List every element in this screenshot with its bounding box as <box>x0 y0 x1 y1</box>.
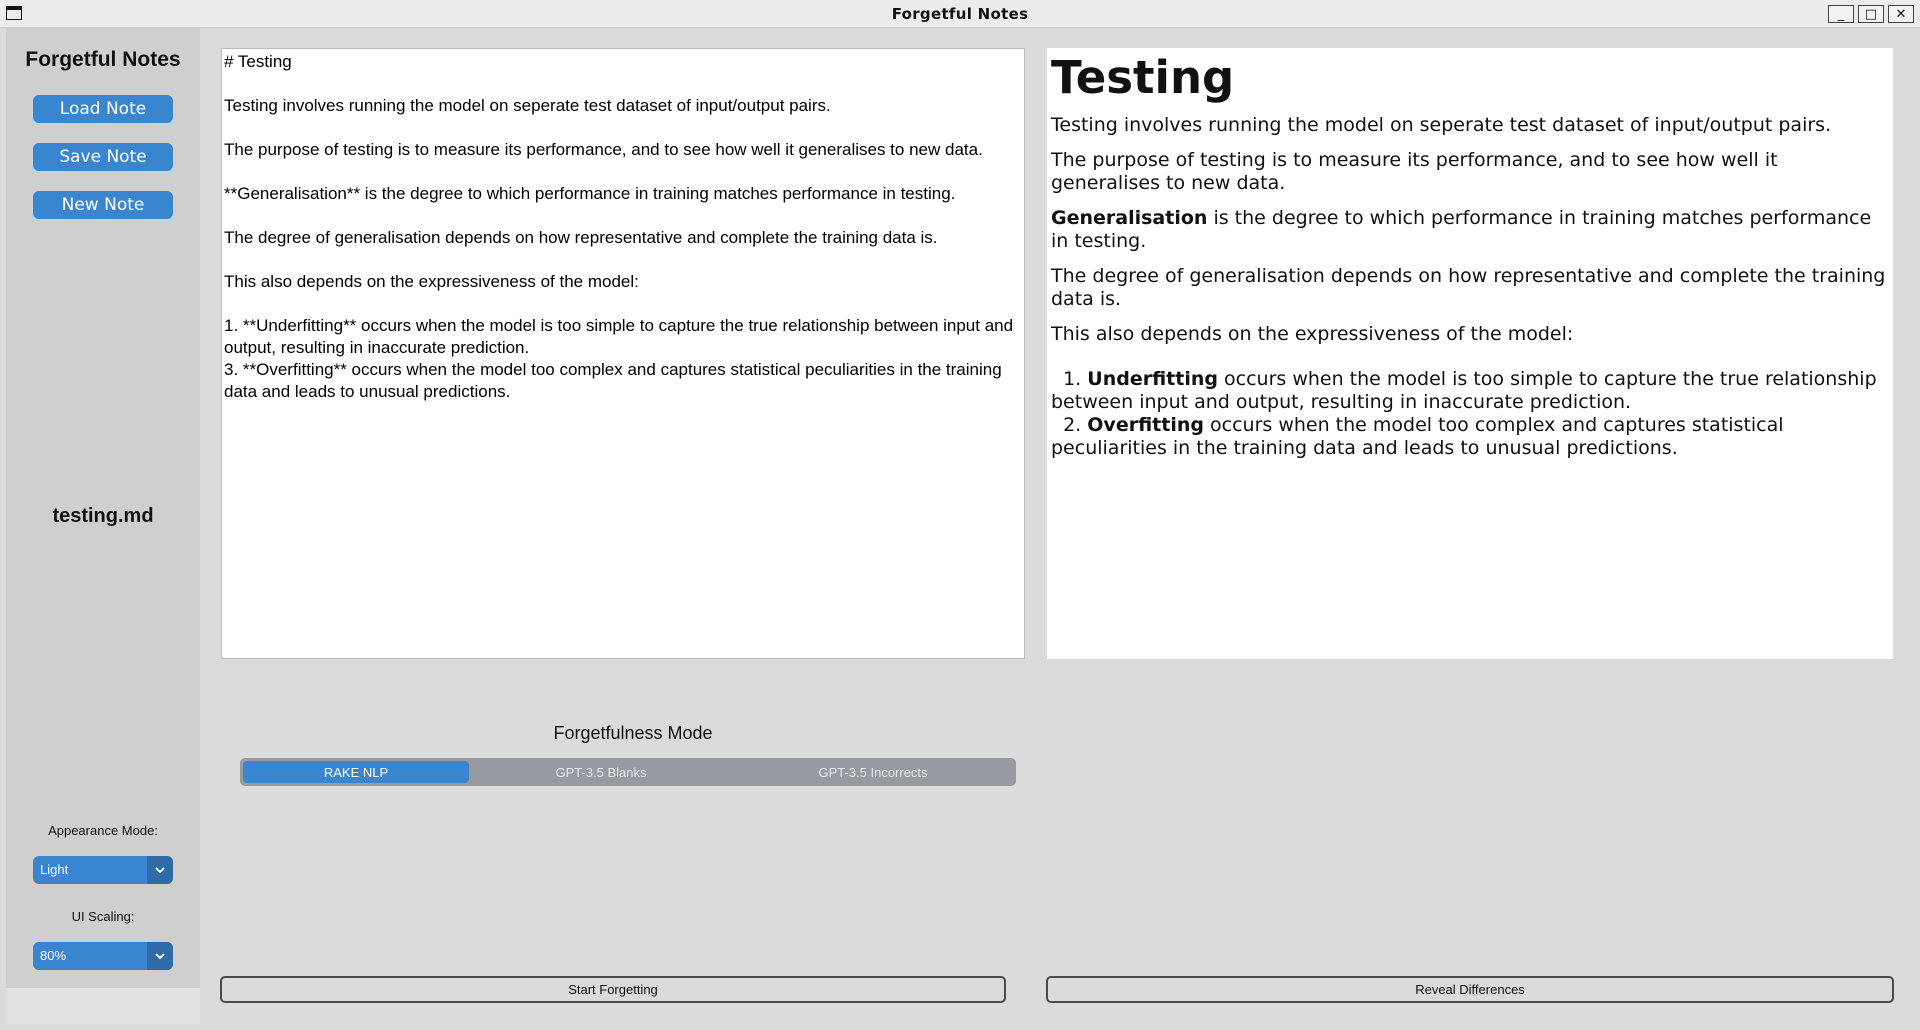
maximize-button[interactable]: □ <box>1858 5 1884 23</box>
preview-bold-term: Generalisation <box>1051 207 1208 229</box>
appearance-mode-value: Light <box>40 862 69 877</box>
ui-scaling-label: UI Scaling: <box>71 909 135 924</box>
editor-line: **Generalisation** is the degree to which performance in training matches performance in testing. <box>224 184 956 203</box>
minimize-button[interactable]: _ <box>1828 5 1854 23</box>
mode-option-gpt-blanks[interactable]: GPT-3.5 Blanks <box>555 764 647 780</box>
window-title: Forgetful Notes <box>891 5 1029 23</box>
mode-option-gpt-incorrects[interactable]: GPT-3.5 Incorrects <box>818 764 928 780</box>
editor-blank-line <box>224 293 1022 315</box>
list-number: 2. <box>1063 414 1082 436</box>
markdown-editor[interactable] <box>221 48 1025 659</box>
preview-paragraph <box>1051 207 1889 253</box>
sidebar <box>6 28 200 988</box>
editor-line: The purpose of testing is to measure its performance, and to see how well it generalises to new data. <box>224 140 983 159</box>
list-number: 1. <box>1063 368 1082 390</box>
appearance-mode-label: Appearance Mode: <box>48 823 158 838</box>
editor-blank-line <box>224 117 1022 139</box>
preview-paragraph: The degree of generalisation depends on how representative and complete the training data is. <box>1051 265 1886 310</box>
list-item <box>1051 368 1889 414</box>
list-item <box>1051 414 1889 460</box>
start-forgetting-button[interactable]: Start Forgetting <box>220 976 1006 1003</box>
forgetfulness-mode-title: Forgetfulness Mode <box>553 723 713 743</box>
chevron-down-icon[interactable] <box>147 856 173 884</box>
preview-heading: Testing <box>1051 51 1235 104</box>
chevron-down-icon[interactable] <box>147 942 173 970</box>
preview-paragraph: This also depends on the expressiveness of the model: <box>1051 323 1574 345</box>
appearance-mode-dropdown[interactable] <box>33 856 173 884</box>
preview-text: is the degree to which performance in training matches performance in testing. <box>1051 207 1872 252</box>
current-filename: testing.md <box>52 505 154 527</box>
ui-scaling-dropdown[interactable] <box>33 942 173 970</box>
editor-blank-line <box>224 205 1022 227</box>
preview-text: occurs when the model too complex and captures statistical peculiarities in the training data and leads to unusual predictions. <box>1051 414 1784 459</box>
app-title: Forgetful Notes <box>25 48 181 71</box>
preview-bold-term: Overfitting <box>1087 414 1204 436</box>
close-button[interactable]: ✕ <box>1888 5 1914 23</box>
editor-blank-line <box>224 73 1022 95</box>
preview-bold-term: Underfitting <box>1087 368 1218 390</box>
preview-paragraph: The purpose of testing is to measure its performance, and to see how well it generalises to new data. <box>1051 149 1778 194</box>
reveal-differences-button[interactable]: Reveal Differences <box>1046 976 1894 1003</box>
editor-line: Testing involves running the model on seperate test dataset of input/output pairs. <box>224 96 831 115</box>
load-note-button[interactable]: Load Note <box>33 95 173 123</box>
save-note-button[interactable]: Save Note <box>33 143 173 171</box>
editor-line: This also depends on the expressiveness of the model: <box>224 272 639 291</box>
ui-scaling-value: 80% <box>40 948 67 963</box>
markdown-preview <box>1047 48 1893 659</box>
new-note-button[interactable]: New Note <box>33 191 173 219</box>
editor-line: The degree of generalisation depends on how representative and complete the training data is. <box>224 228 938 247</box>
editor-line: 3. **Overfitting** occurs when the model too complex and captures statistical peculiarities in the training data and leads to unusual predictions. <box>224 360 1007 401</box>
mode-option-rake-nlp[interactable]: RAKE NLP <box>243 761 469 783</box>
window-titlebar <box>0 0 1920 28</box>
preview-list <box>1051 368 1889 460</box>
editor-blank-line <box>224 249 1022 271</box>
editor-line: 1. **Underfitting** occurs when the model is too simple to capture the true relationship between input and output, resulting in inaccurate prediction. <box>224 316 1018 357</box>
sidebar-footer <box>6 988 200 1024</box>
editor-blank-line <box>224 161 1022 183</box>
forgetfulness-mode-selector <box>240 758 1016 786</box>
preview-paragraph: Testing involves running the model on seperate test dataset of input/output pairs. <box>1051 114 1832 136</box>
preview-text: occurs when the model is too simple to capture the true relationship between input and output, resulting in inaccurate prediction. <box>1051 368 1877 413</box>
editor-line: # Testing <box>224 52 292 71</box>
